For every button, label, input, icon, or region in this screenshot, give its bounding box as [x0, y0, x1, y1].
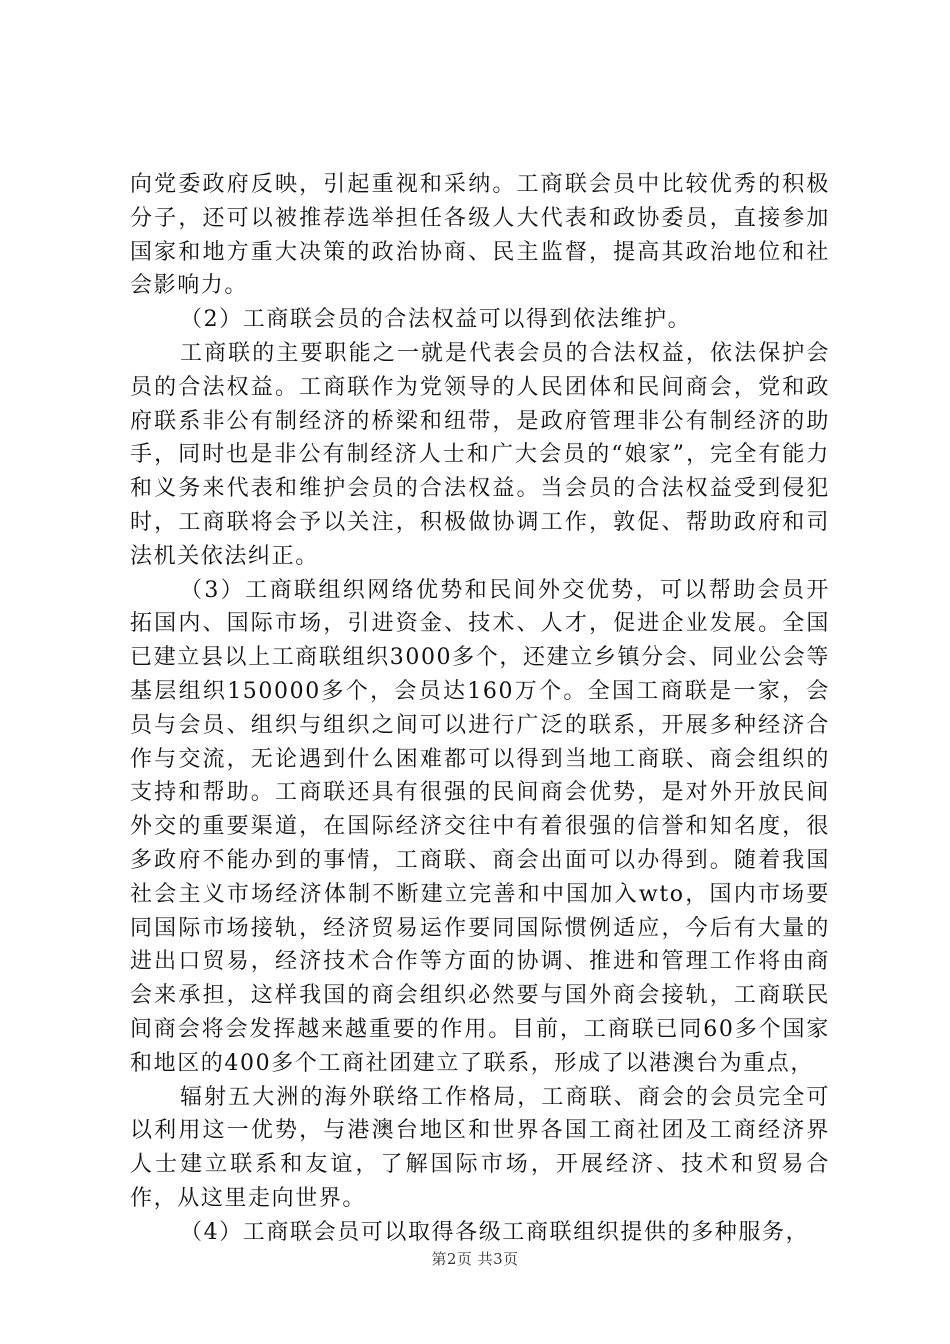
- paragraph-3: 工商联的主要职能之一就是代表会员的合法权益，依法保护会员的合法权益。工商联作为党领导的人民团体和民间商会，党和政府联系非公有制经济的桥梁和纽带，是政府管理非公有制经济的助手，同时也是非公有制经济人士和广大会员的“娘家”，完全有能力和义务来代表和维护会员的合法权益。当会员的合法权益受到侵犯时，工商联将会予以关注，积极做协调工作，敦促、帮助政府和司法机关依法纠正。: [130, 340, 830, 569]
- paragraph-5: 辐射五大洲的海外联络工作格局，工商联、商会的会员完全可以利用这一优势，与港澳台地区和世界各国工商社团及工商经济界人士建立联系和友谊，了解国际市场，开展经济、技术和贸易合作，从这里走向世界。: [130, 1084, 830, 1211]
- paragraph-1: 向党委政府反映，引起重视和采纳。工商联会员中比较优秀的积极分子，还可以被推荐选举担任各级人大代表和政协委员，直接参加国家和地方重大决策的政治协商、民主监督，提高其政治地位和社会影响力。: [130, 172, 830, 299]
- document-body: [130, 168, 830, 1250]
- paragraph-6-heading: （4）工商联会员可以取得各级工商联组织提供的多种服务，: [180, 1219, 810, 1245]
- paragraph-2-heading: （2）工商联会员的合法权益可以得到依法维护。: [180, 307, 692, 333]
- paragraph-4-heading: （3）工商联组织网络优势和民间外交优势，可以帮助会员开拓国内、国际市场，引进资金、技术、人才，促进企业发展。全国已建立县以上工商联组织3000多个，还建立乡镇分会、同业公会等基层组织150000多个，会员达160万个。全国工商联是一家，会员与会员、组织与组织之间可以进行广泛的联系，开展多种经济合作与交流，无论遇到什么困难都可以得到当地工商联、商会组织的支持和帮助。工商联还具有很强的民间商会优势，是对外开放民间外交的重要渠道，在国际经济交往中有着很强的信誉和知名度，很多政府不能办到的事情，工商联、商会出面可以办得到。随着我国社会主义市场经济体制不断建立完善和中国加入wto，国内市场要同国际市场接轨，经济贸易运作要同国际惯例适应，今后有大量的进出口贸易，经济技术合作等方面的协调、推进和管理工作将由商会来承担，这样我国的商会组织必然要与国外商会接轨，工商联民间商会将会发挥越来越重要的作用。目前，工商联已同60多个国家和地区的400多个工商社团建立了联系，形成了以港澳台为重点，: [130, 577, 830, 1076]
- page-footer: 第2页 共3页: [431, 1250, 519, 1268]
